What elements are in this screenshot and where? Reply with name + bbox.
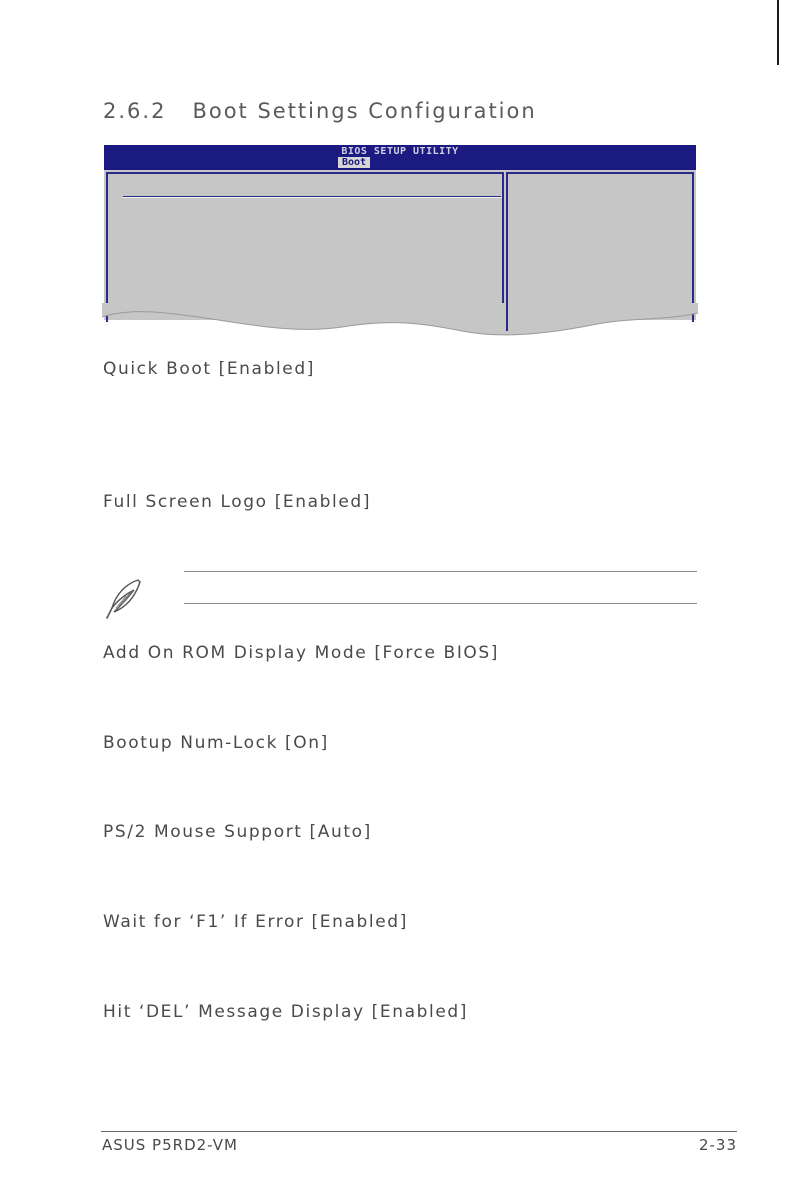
page-number: 2-33 bbox=[698, 1136, 737, 1154]
section-title: Boot Settings Configuration bbox=[192, 99, 537, 123]
bios-title-bar bbox=[104, 145, 696, 170]
note-bottom-rule bbox=[184, 603, 697, 604]
torn-edge bbox=[102, 303, 698, 345]
bios-main-panel bbox=[106, 172, 504, 322]
bios-separator bbox=[123, 196, 501, 198]
section-number: 2.6.2 bbox=[103, 99, 167, 123]
bios-body bbox=[104, 170, 696, 320]
item-hit-del-message: Hit ‘DEL’ Message Display [Enabled] bbox=[103, 1002, 469, 1022]
item-full-screen-logo: Full Screen Logo [Enabled] bbox=[103, 492, 372, 512]
item-quick-boot: Quick Boot [Enabled] bbox=[103, 359, 315, 379]
bios-tab-boot[interactable]: Boot bbox=[338, 157, 370, 168]
item-add-on-rom-display-mode: Add On ROM Display Mode [Force BIOS] bbox=[103, 643, 500, 663]
bios-help-panel bbox=[506, 172, 694, 322]
bios-title: BIOS SETUP UTILITY bbox=[341, 146, 459, 157]
item-bootup-num-lock: Bootup Num-Lock [On] bbox=[103, 733, 329, 753]
footer-rule bbox=[101, 1131, 737, 1132]
footer-product: ASUS P5RD2-VM bbox=[102, 1136, 238, 1154]
feather-quill-icon bbox=[104, 578, 144, 626]
bios-screenshot bbox=[104, 145, 696, 345]
note-top-rule bbox=[184, 571, 697, 572]
section-heading bbox=[103, 99, 537, 123]
page-edge-rule bbox=[777, 0, 779, 65]
item-wait-for-f1: Wait for ‘F1’ If Error [Enabled] bbox=[103, 912, 408, 932]
item-ps2-mouse-support: PS/2 Mouse Support [Auto] bbox=[103, 822, 372, 842]
